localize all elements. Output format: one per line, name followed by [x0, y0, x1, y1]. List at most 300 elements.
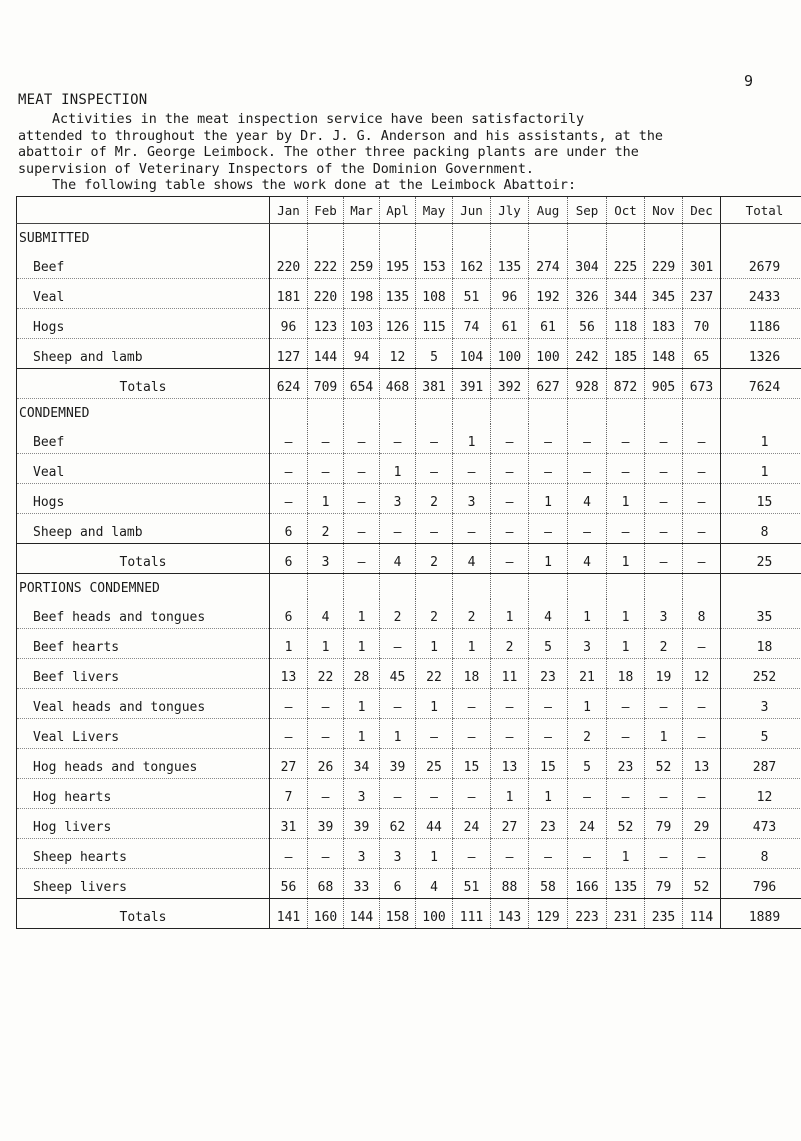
totals-row	[17, 899, 801, 929]
totals-value: 928	[568, 369, 607, 399]
month-value: –	[416, 424, 453, 454]
row-label: Hog livers	[17, 809, 270, 839]
month-value: 225	[607, 249, 645, 279]
grand-total: 25	[721, 544, 801, 574]
month-value: 3	[380, 839, 416, 869]
month-value: –	[380, 514, 416, 544]
month-value: –	[683, 424, 721, 454]
totals-value: 6	[270, 544, 308, 574]
total-header: Total	[721, 197, 801, 224]
month-value: –	[568, 514, 607, 544]
month-value: –	[270, 719, 308, 749]
empty-cell	[607, 399, 645, 425]
table-row	[17, 484, 801, 514]
table-row	[17, 339, 801, 369]
section-title: CONDEMNED	[17, 399, 270, 425]
table-row	[17, 629, 801, 659]
month-header: Oct	[607, 197, 645, 224]
empty-cell	[529, 574, 568, 600]
month-value: 6	[380, 869, 416, 899]
totals-value: 391	[453, 369, 491, 399]
empty-cell	[344, 574, 380, 600]
row-label: Sheep and lamb	[17, 339, 270, 369]
month-value: –	[607, 424, 645, 454]
table-row	[17, 839, 801, 869]
month-value: 123	[308, 309, 344, 339]
month-value: –	[453, 514, 491, 544]
month-value: 135	[380, 279, 416, 309]
month-value: 127	[270, 339, 308, 369]
month-value: 23	[529, 659, 568, 689]
intro-line: supervision of Veterinary Inspectors of the Dominion Government.	[18, 161, 534, 177]
month-value: 11	[491, 659, 529, 689]
intro-line: abattoir of Mr. George Leimbock. The other three packing plants are under the	[18, 145, 639, 161]
month-value: 23	[529, 809, 568, 839]
month-value: –	[491, 689, 529, 719]
empty-cell	[270, 574, 308, 600]
totals-value: 673	[683, 369, 721, 399]
section-heading: MEAT INSPECTION	[18, 92, 148, 108]
month-value: 65	[683, 339, 721, 369]
empty-cell	[416, 399, 453, 425]
month-value: 2	[491, 629, 529, 659]
totals-value: –	[683, 544, 721, 574]
month-value: 34	[344, 749, 380, 779]
row-total: 1186	[721, 309, 801, 339]
month-value: 103	[344, 309, 380, 339]
totals-value: 111	[453, 899, 491, 929]
month-value: 12	[380, 339, 416, 369]
month-value: 18	[607, 659, 645, 689]
month-value: –	[607, 719, 645, 749]
month-value: –	[491, 719, 529, 749]
month-value: 126	[380, 309, 416, 339]
month-value: 45	[380, 659, 416, 689]
month-value: 1	[607, 484, 645, 514]
month-value: 185	[607, 339, 645, 369]
empty-cell	[721, 399, 801, 425]
month-value: 18	[453, 659, 491, 689]
month-value: 19	[645, 659, 683, 689]
month-value: 1	[529, 484, 568, 514]
intro-line: Activities in the meat inspection service have been satisfactorily	[52, 112, 585, 127]
totals-row	[17, 369, 801, 399]
month-value: 195	[380, 249, 416, 279]
totals-value: 905	[645, 369, 683, 399]
header-corner	[17, 197, 270, 224]
totals-value: 100	[416, 899, 453, 929]
empty-cell	[453, 574, 491, 600]
month-value: 1	[308, 484, 344, 514]
month-value: –	[453, 719, 491, 749]
month-value: 3	[645, 599, 683, 629]
month-value: –	[529, 424, 568, 454]
table-row	[17, 514, 801, 544]
month-value: 1	[607, 629, 645, 659]
month-value: 1	[645, 719, 683, 749]
month-value: 1	[568, 599, 607, 629]
month-value: 166	[568, 869, 607, 899]
month-value: 61	[529, 309, 568, 339]
month-value: –	[683, 484, 721, 514]
month-value: 2	[645, 629, 683, 659]
month-value: –	[491, 484, 529, 514]
totals-value: 627	[529, 369, 568, 399]
month-value: –	[416, 719, 453, 749]
month-value: 5	[568, 749, 607, 779]
month-value: 1	[344, 689, 380, 719]
month-value: 4	[529, 599, 568, 629]
month-value: 13	[683, 749, 721, 779]
month-value: 21	[568, 659, 607, 689]
month-value: 181	[270, 279, 308, 309]
row-label: Veal heads and tongues	[17, 689, 270, 719]
month-value: 12	[683, 659, 721, 689]
month-value: 15	[453, 749, 491, 779]
month-value: 1	[380, 719, 416, 749]
totals-value: –	[344, 544, 380, 574]
month-value: 13	[270, 659, 308, 689]
month-value: 33	[344, 869, 380, 899]
month-value: –	[529, 839, 568, 869]
table-row	[17, 689, 801, 719]
month-header: Aug	[529, 197, 568, 224]
totals-value: 114	[683, 899, 721, 929]
month-value: 326	[568, 279, 607, 309]
row-total: 8	[721, 839, 801, 869]
month-value: –	[683, 779, 721, 809]
month-value: –	[308, 454, 344, 484]
empty-cell	[380, 574, 416, 600]
empty-cell	[645, 224, 683, 250]
month-value: –	[380, 779, 416, 809]
month-value: 22	[416, 659, 453, 689]
totals-value: 235	[645, 899, 683, 929]
month-value: 1	[416, 629, 453, 659]
section-title-row	[17, 574, 801, 600]
month-value: 1	[344, 599, 380, 629]
month-value: –	[344, 424, 380, 454]
month-value: –	[416, 779, 453, 809]
totals-value: 2	[416, 544, 453, 574]
totals-value: 624	[270, 369, 308, 399]
row-label: Hogs	[17, 309, 270, 339]
month-value: –	[683, 629, 721, 659]
month-header: Jly	[491, 197, 529, 224]
table-row	[17, 749, 801, 779]
totals-value: 4	[453, 544, 491, 574]
table-row	[17, 809, 801, 839]
month-header: Sep	[568, 197, 607, 224]
month-value: 79	[645, 869, 683, 899]
month-value: –	[308, 719, 344, 749]
table-row	[17, 599, 801, 629]
month-value: –	[568, 839, 607, 869]
section-title-row	[17, 399, 801, 425]
month-value: 100	[529, 339, 568, 369]
month-value: 39	[344, 809, 380, 839]
row-label: Beef	[17, 424, 270, 454]
month-value: 1	[416, 689, 453, 719]
totals-value: 223	[568, 899, 607, 929]
table-row	[17, 659, 801, 689]
month-value: 4	[568, 484, 607, 514]
table-row	[17, 424, 801, 454]
table-row	[17, 869, 801, 899]
month-value: –	[344, 484, 380, 514]
month-value: –	[491, 424, 529, 454]
empty-cell	[491, 574, 529, 600]
month-value: –	[645, 779, 683, 809]
empty-cell	[645, 574, 683, 600]
month-value: 3	[380, 484, 416, 514]
month-value: 222	[308, 249, 344, 279]
month-value: –	[270, 484, 308, 514]
row-label: Sheep and lamb	[17, 514, 270, 544]
month-value: 2	[568, 719, 607, 749]
empty-cell	[308, 399, 344, 425]
month-value: 144	[308, 339, 344, 369]
month-value: 3	[568, 629, 607, 659]
totals-row	[17, 544, 801, 574]
month-value: –	[607, 454, 645, 484]
totals-label: Totals	[17, 544, 270, 574]
row-total: 1	[721, 454, 801, 484]
empty-cell	[721, 224, 801, 250]
month-value: 304	[568, 249, 607, 279]
empty-cell	[683, 574, 721, 600]
month-value: –	[645, 454, 683, 484]
row-total: 252	[721, 659, 801, 689]
row-label: Sheep hearts	[17, 839, 270, 869]
month-value: –	[529, 689, 568, 719]
month-value: –	[529, 719, 568, 749]
month-value: 15	[529, 749, 568, 779]
grand-total: 1889	[721, 899, 801, 929]
month-value: 31	[270, 809, 308, 839]
row-label: Hogs	[17, 484, 270, 514]
month-value: 2	[453, 599, 491, 629]
empty-cell	[344, 399, 380, 425]
month-value: 70	[683, 309, 721, 339]
month-value: 1	[344, 719, 380, 749]
table-row	[17, 279, 801, 309]
empty-cell	[568, 224, 607, 250]
month-value: 3	[344, 839, 380, 869]
month-header: Feb	[308, 197, 344, 224]
month-value: 94	[344, 339, 380, 369]
month-value: 2	[416, 599, 453, 629]
month-value: 52	[645, 749, 683, 779]
section-title: PORTIONS CONDEMNED	[17, 574, 270, 600]
month-value: 51	[453, 279, 491, 309]
month-value: –	[308, 424, 344, 454]
totals-value: –	[645, 544, 683, 574]
month-value: 61	[491, 309, 529, 339]
month-value: 8	[683, 599, 721, 629]
month-value: 135	[491, 249, 529, 279]
totals-value: 4	[568, 544, 607, 574]
month-value: 44	[416, 809, 453, 839]
totals-value: 144	[344, 899, 380, 929]
totals-value: –	[491, 544, 529, 574]
month-value: –	[683, 719, 721, 749]
month-value: 13	[491, 749, 529, 779]
month-value: 229	[645, 249, 683, 279]
month-value: 96	[491, 279, 529, 309]
month-value: 51	[453, 869, 491, 899]
month-value: –	[645, 424, 683, 454]
meat-inspection-table	[16, 196, 801, 929]
month-value: 4	[416, 869, 453, 899]
intro-line: The following table shows the work done at the Leimbock Abattoir:	[52, 178, 577, 194]
month-header: Jan	[270, 197, 308, 224]
month-value: 115	[416, 309, 453, 339]
empty-cell	[308, 224, 344, 250]
month-value: –	[491, 454, 529, 484]
month-value: –	[380, 629, 416, 659]
empty-cell	[270, 399, 308, 425]
month-value: 183	[645, 309, 683, 339]
totals-value: 143	[491, 899, 529, 929]
row-total: 1	[721, 424, 801, 454]
month-value: 52	[683, 869, 721, 899]
month-value: 162	[453, 249, 491, 279]
month-value: 153	[416, 249, 453, 279]
month-value: 1	[453, 424, 491, 454]
month-value: 1	[607, 839, 645, 869]
month-value: 1	[491, 599, 529, 629]
empty-cell	[344, 224, 380, 250]
month-value: –	[491, 839, 529, 869]
month-value: 220	[308, 279, 344, 309]
month-value: 2	[380, 599, 416, 629]
row-label: Veal	[17, 454, 270, 484]
empty-cell	[380, 399, 416, 425]
month-value: 2	[308, 514, 344, 544]
month-header: May	[416, 197, 453, 224]
month-value: 6	[270, 514, 308, 544]
empty-cell	[270, 224, 308, 250]
month-header: Dec	[683, 197, 721, 224]
month-value: 3	[453, 484, 491, 514]
month-value: 52	[607, 809, 645, 839]
month-value: 148	[645, 339, 683, 369]
row-label: Veal	[17, 279, 270, 309]
month-value: 192	[529, 279, 568, 309]
month-value: –	[416, 454, 453, 484]
month-value: –	[568, 779, 607, 809]
month-value: 104	[453, 339, 491, 369]
month-value: 62	[380, 809, 416, 839]
month-value: 25	[416, 749, 453, 779]
month-value: –	[645, 689, 683, 719]
month-header: Mar	[344, 197, 380, 224]
month-value: 118	[607, 309, 645, 339]
month-value: 79	[645, 809, 683, 839]
empty-cell	[453, 399, 491, 425]
intro-paragraph	[18, 112, 788, 195]
month-header: Jun	[453, 197, 491, 224]
month-value: –	[607, 514, 645, 544]
empty-cell	[683, 399, 721, 425]
grand-total: 7624	[721, 369, 801, 399]
month-value: –	[308, 839, 344, 869]
row-label: Beef heads and tongues	[17, 599, 270, 629]
month-value: 4	[308, 599, 344, 629]
empty-cell	[607, 224, 645, 250]
month-value: –	[453, 689, 491, 719]
totals-value: 158	[380, 899, 416, 929]
totals-value: 231	[607, 899, 645, 929]
month-value: 2	[416, 484, 453, 514]
month-value: 7	[270, 779, 308, 809]
totals-value: 392	[491, 369, 529, 399]
totals-value: 872	[607, 369, 645, 399]
month-value: 237	[683, 279, 721, 309]
month-value: 1	[568, 689, 607, 719]
row-total: 12	[721, 779, 801, 809]
month-value: –	[453, 779, 491, 809]
month-value: –	[645, 839, 683, 869]
month-value: –	[529, 454, 568, 484]
header-row	[17, 197, 801, 224]
month-value: 5	[416, 339, 453, 369]
section-title-row	[17, 224, 801, 250]
month-value: –	[270, 454, 308, 484]
month-value: –	[416, 514, 453, 544]
month-value: 3	[344, 779, 380, 809]
month-value: 1	[491, 779, 529, 809]
month-value: –	[683, 839, 721, 869]
table-row	[17, 719, 801, 749]
month-value: –	[607, 779, 645, 809]
totals-value: 129	[529, 899, 568, 929]
month-value: –	[529, 514, 568, 544]
month-value: 96	[270, 309, 308, 339]
totals-value: 141	[270, 899, 308, 929]
row-total: 3	[721, 689, 801, 719]
month-value: –	[344, 454, 380, 484]
empty-cell	[308, 574, 344, 600]
month-value: 26	[308, 749, 344, 779]
month-value: 1	[453, 629, 491, 659]
empty-cell	[721, 574, 801, 600]
month-value: 100	[491, 339, 529, 369]
month-value: 220	[270, 249, 308, 279]
section-title: SUBMITTED	[17, 224, 270, 250]
month-value: 5	[529, 629, 568, 659]
month-value: 23	[607, 749, 645, 779]
row-total: 5	[721, 719, 801, 749]
page-number: 9	[744, 72, 754, 90]
empty-cell	[380, 224, 416, 250]
empty-cell	[607, 574, 645, 600]
row-total: 18	[721, 629, 801, 659]
empty-cell	[416, 574, 453, 600]
empty-cell	[416, 224, 453, 250]
table-row	[17, 249, 801, 279]
empty-cell	[491, 224, 529, 250]
row-total: 796	[721, 869, 801, 899]
month-value: 1	[416, 839, 453, 869]
month-value: –	[683, 514, 721, 544]
month-value: 1	[308, 629, 344, 659]
totals-value: 3	[308, 544, 344, 574]
month-value: –	[308, 689, 344, 719]
month-value: 198	[344, 279, 380, 309]
row-total: 2433	[721, 279, 801, 309]
